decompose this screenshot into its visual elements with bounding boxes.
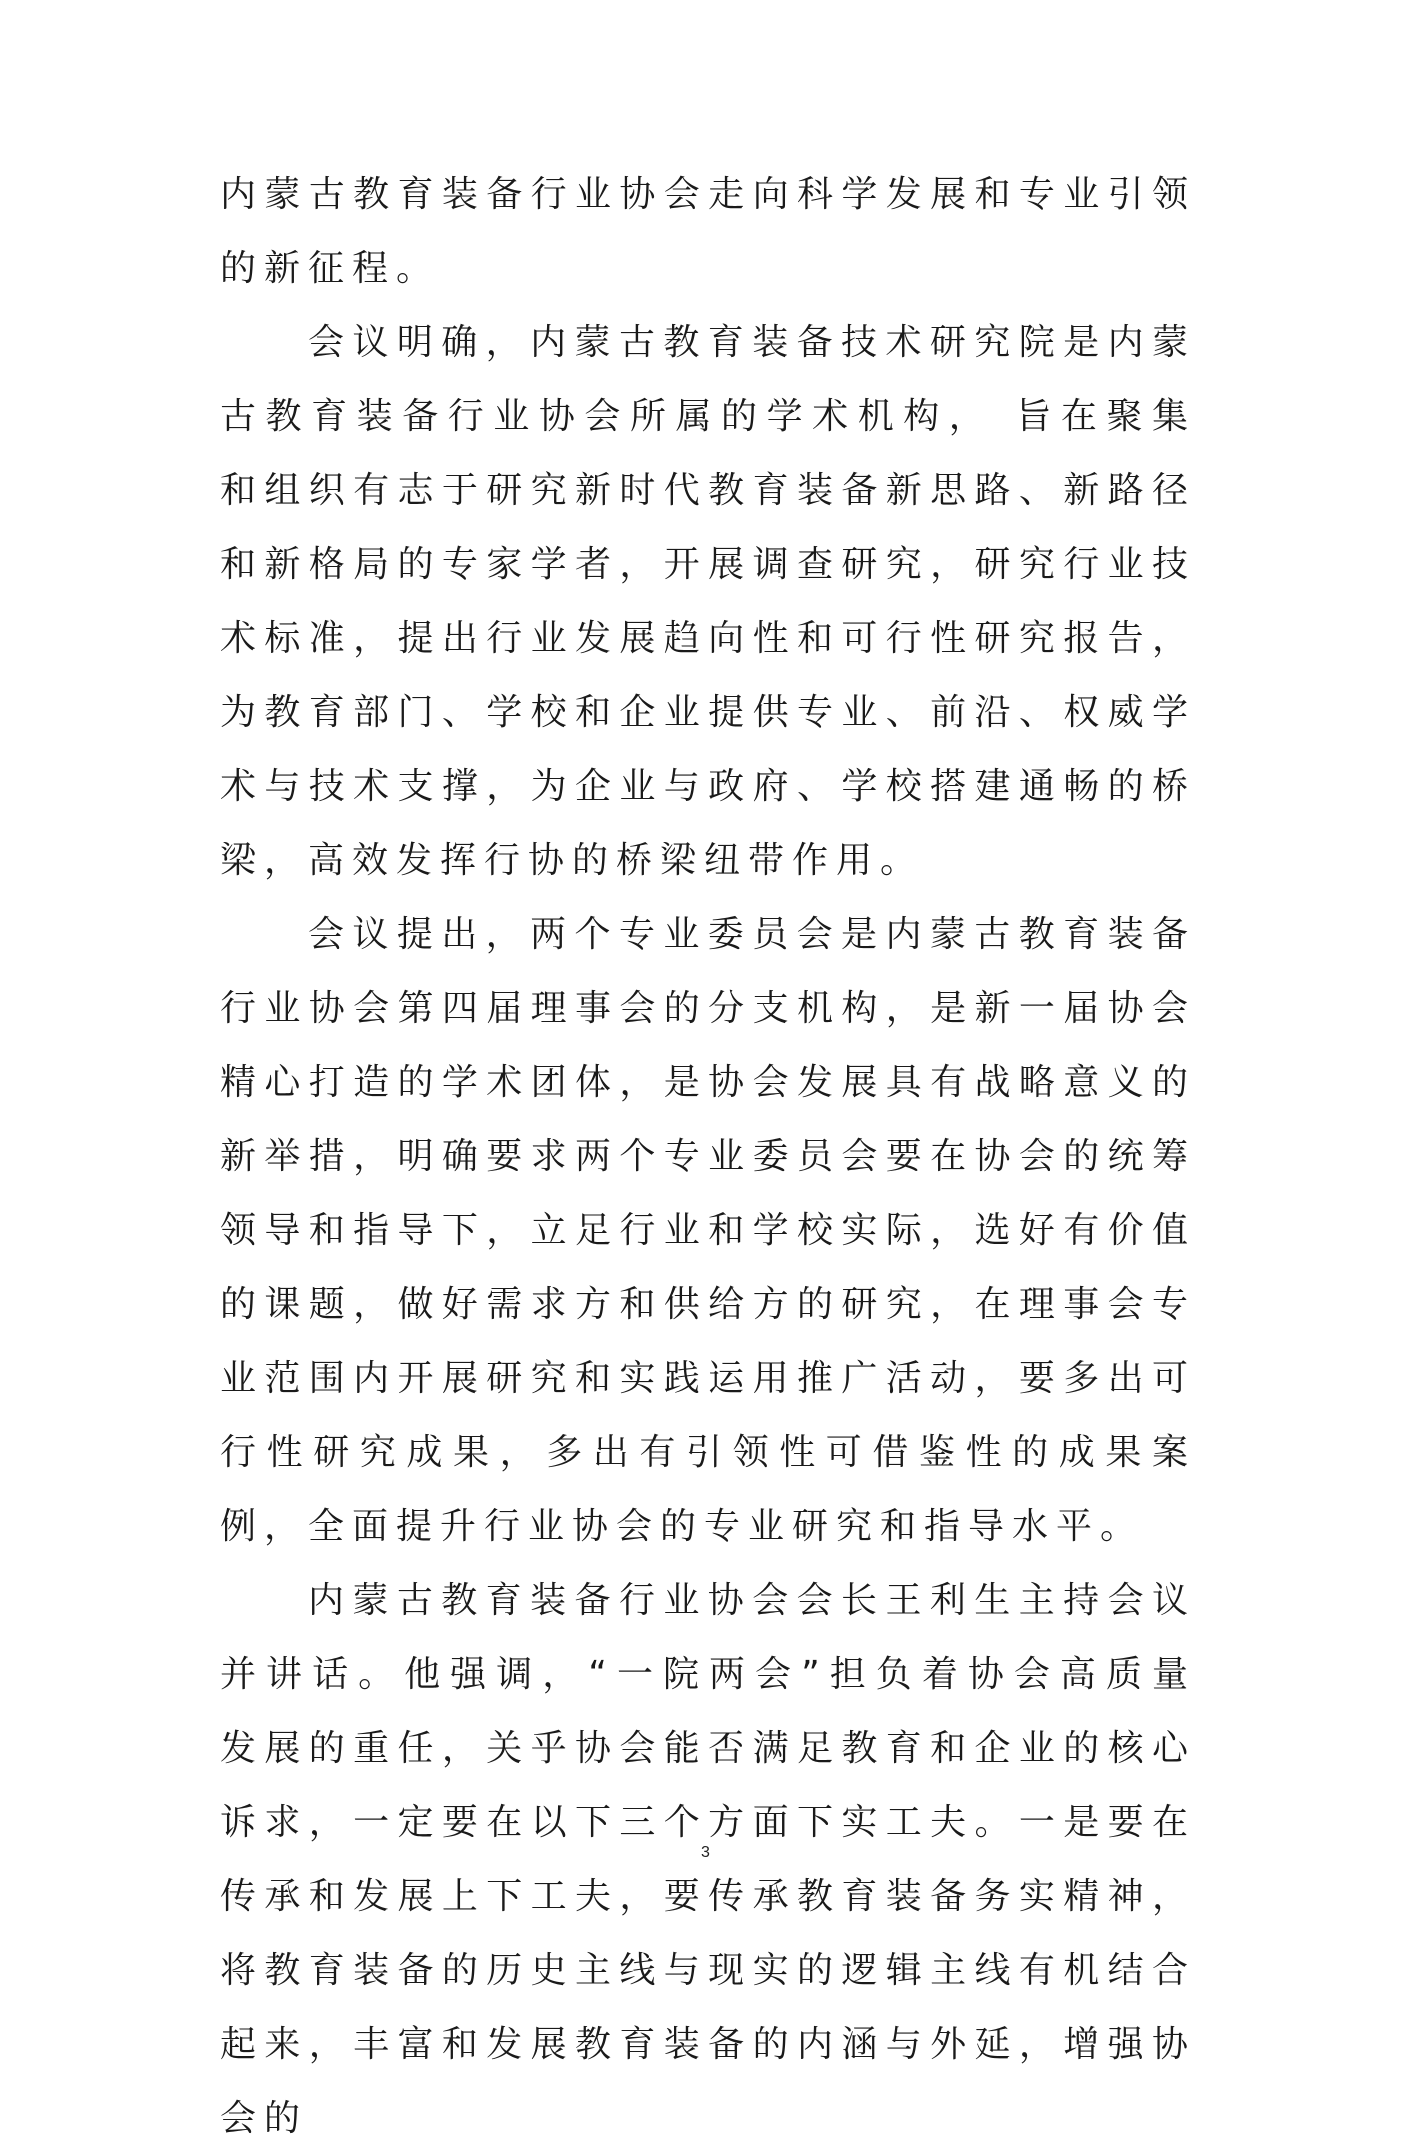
paragraph-president-speech: 内蒙古教育装备行业协会会长王利生主持会议并讲话。他强调，“一院两会”担负着协会高质量发展的重任，关乎协会能否满足教育和企业的核心诉求，一定要在以下三个方面下实工夫。一是要在传承和发展上下工夫，要传承教育装备务实精神，将教育装备的历史主线与现实的逻辑主线有机结合起来，丰富和发展教育装备的内涵与外延，增强协会的	[220, 1580, 1196, 2139]
paragraph-research-institute: 会议明确，内蒙古教育装备技术研究院是内蒙古教育装备行业协会所属的学术机构， 旨在聚集和组织有志于研究新时代教育装备新思路、新路径和新格局的专家学者，开展调查研究，研究行业技术标准，提出行业发展趋向性和可行性研究报告，为教育部门、学校和企业提供专业、前沿、权威学术与技术支撑，为企业与政府、学校搭建通畅的桥梁，高效发挥行协的桥梁纽带作用。	[220, 322, 1196, 881]
paragraph-continuation: 内蒙古教育装备行业协会走向科学发展和专业引领的新征程。	[220, 174, 1196, 289]
page-number: 3	[701, 1844, 710, 1861]
paragraph-committees: 会议提出，两个专业委员会是内蒙古教育装备行业协会第四届理事会的分支机构，是新一届协会精心打造的学术团体，是协会发展具有战略意义的新举措，明确要求两个专业委员会要在协会的统筹领导和指导下，立足行业和学校实际，选好有价值的课题，做好需求方和供给方的研究，在理事会专业范围内开展研究和实践运用推广活动，要多出可行性研究成果，多出有引领性可借鉴性的成果案例，全面提升行业协会的专业研究和指导水平。	[220, 914, 1196, 1547]
